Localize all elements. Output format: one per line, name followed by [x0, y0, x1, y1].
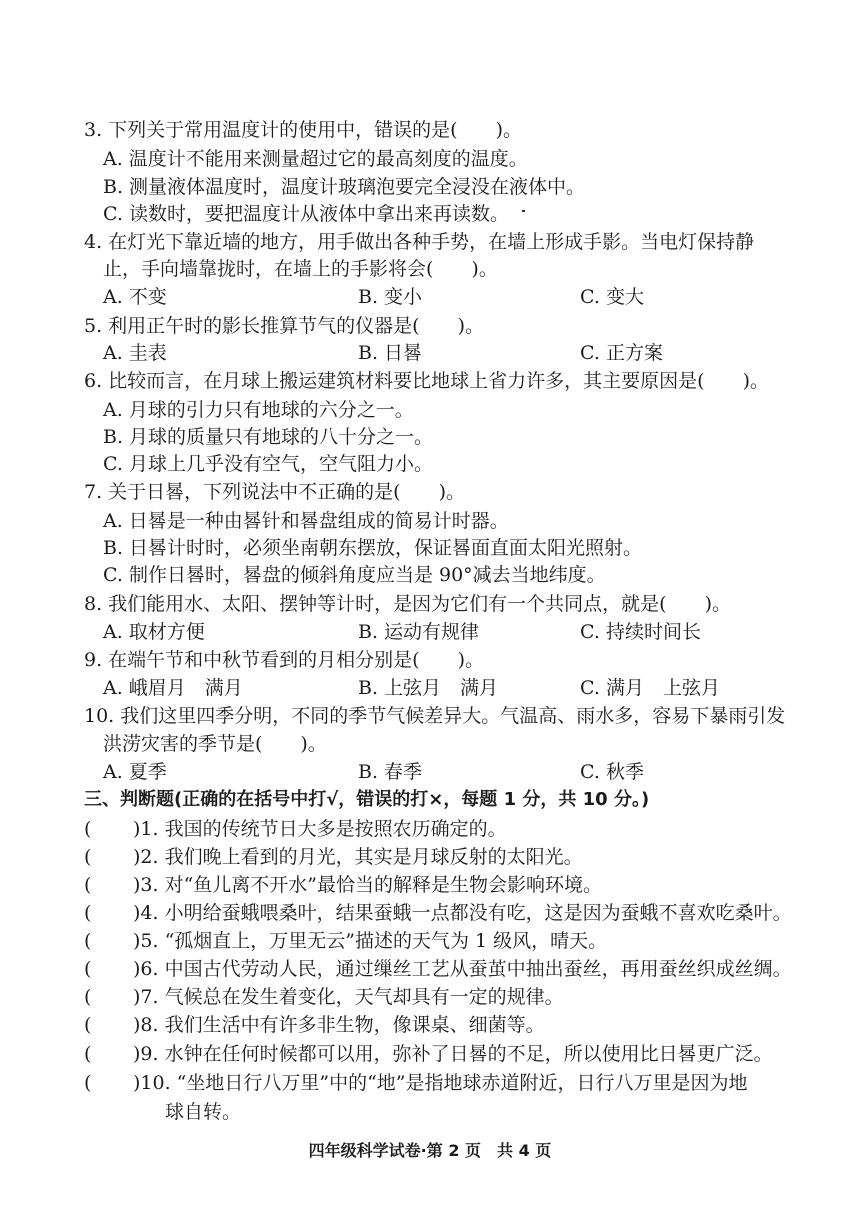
question-6-option-b: B. 月球的质量只有地球的八十分之一。 — [103, 426, 434, 448]
answer-bracket[interactable]: ( — [84, 1043, 92, 1065]
answer-bracket[interactable]: ( — [84, 986, 92, 1008]
question-5-option-c: C. 正方案 — [580, 342, 663, 364]
question-9-option-b: B. 上弦月 满月 — [358, 677, 499, 699]
section-3-title: 三、判断题(正确的在括号中打√，错误的打×，每题 1 分，共 10 分。) — [84, 789, 650, 810]
question-5-option-a: A. 圭表 — [103, 342, 167, 364]
question-8-option-a: A. 取材方便 — [103, 621, 205, 643]
judgment-item-text: )2. 我们晚上看到的月光，其实是月球反射的太阳光。 — [133, 846, 583, 868]
judgment-item-text: )10. “坐地日行八万里”中的“地”是指地球赤道附近，日行八万里是因为地 — [133, 1072, 748, 1094]
answer-bracket[interactable]: ( — [84, 1014, 92, 1036]
question-3-option-c: C. 读数时，要把温度计从液体中拿出来再读数。 — [103, 203, 509, 225]
question-10-option-a: A. 夏季 — [103, 761, 167, 783]
question-3-stem: 3. 下列关于常用温度计的使用中，错误的是( )。 — [84, 119, 522, 141]
question-6-option-a: A. 月球的引力只有地球的六分之一。 — [103, 399, 414, 421]
answer-bracket[interactable]: ( — [84, 1072, 92, 1094]
question-7-option-c: C. 制作日晷时，晷盘的倾斜角度应当是 90°减去当地纬度。 — [103, 564, 606, 586]
question-4-option-b: B. 变小 — [358, 286, 423, 308]
question-9-option-c: C. 满月 上弦月 — [580, 677, 720, 699]
question-7-option-b: B. 日晷计时时，必须坐南朝东摆放，保证晷面直面太阳光照射。 — [103, 537, 643, 559]
answer-bracket[interactable]: ( — [84, 846, 92, 868]
question-4-stem: 4. 在灯光下靠近墙的地方，用手做出各种手势，在墙上形成手影。当电灯保持静 — [84, 231, 755, 253]
answer-bracket[interactable]: ( — [84, 902, 92, 924]
question-3-option-b: B. 测量液体温度时，温度计玻璃泡要完全浸没在液体中。 — [103, 176, 586, 198]
judgment-item-text: )1. 我国的传统节日大多是按照农历确定的。 — [133, 818, 507, 840]
judgment-item-text: )8. 我们生活中有许多非生物，像课桌、细菌等。 — [133, 1014, 545, 1036]
question-7-option-a: A. 日晷是一种由晷针和晷盘组成的简易计时器。 — [103, 510, 509, 532]
judgment-item-text: )5. “孤烟直上，万里无云”描述的天气为 1 级风，晴天。 — [133, 930, 608, 952]
question-10-option-b: B. 春季 — [358, 761, 423, 783]
question-6-option-c: C. 月球上几乎没有空气，空气阻力小。 — [103, 453, 433, 475]
answer-bracket[interactable]: ( — [84, 874, 92, 896]
answer-bracket[interactable]: ( — [84, 930, 92, 952]
judgment-item-text: )4. 小明给蚕蛾喂桑叶，结果蚕蛾一点都没有吃，这是因为蚕蛾不喜欢吃桑叶。 — [133, 902, 792, 924]
question-10-stem: 10. 我们这里四季分明，不同的季节气候差异大。气温高、雨水多，容易下暴雨引发 — [84, 705, 786, 727]
judgment-item-text: )6. 中国古代劳动人民，通过缫丝工艺从蚕茧中抽出蚕丝，再用蚕丝织成丝绸。 — [133, 958, 792, 980]
answer-bracket[interactable]: ( — [84, 818, 92, 840]
scan-speck — [522, 210, 525, 212]
question-8-option-b: B. 运动有规律 — [358, 621, 480, 643]
question-9-option-a: A. 峨眉月 满月 — [103, 677, 243, 699]
question-10-stem-cont: 洪涝灾害的季节是( )。 — [103, 733, 327, 755]
answer-bracket[interactable]: ( — [84, 958, 92, 980]
question-3-option-a: A. 温度计不能用来测量超过它的最高刻度的温度。 — [103, 148, 528, 170]
page-footer: 四年级科学试卷·第 2 页 共 4 页 — [308, 1141, 552, 1160]
question-4-stem-cont: 止，手向墙靠拢时，在墙上的手影将会( )。 — [103, 258, 498, 280]
question-5-stem: 5. 利用正午时的影长推算节气的仪器是( )。 — [84, 315, 484, 337]
question-9-stem: 9. 在端午节和中秋节看到的月相分别是( )。 — [84, 649, 484, 671]
question-8-option-c: C. 持续时间长 — [580, 621, 701, 643]
judgment-item-text: )7. 气候总在发生着变化，天气却具有一定的规律。 — [133, 986, 564, 1008]
question-4-option-a: A. 不变 — [103, 286, 167, 308]
judgment-item-text: )9. 水钟在任何时候都可以用，弥补了日晷的不足，所以使用比日晷更广泛。 — [133, 1043, 773, 1065]
question-7-stem: 7. 关于日晷，下列说法中不正确的是( )。 — [84, 481, 465, 503]
judgment-item-text: )3. 对“鱼儿离不开水”最恰当的解释是生物会影响环境。 — [133, 874, 603, 896]
question-5-option-b: B. 日晷 — [358, 342, 423, 364]
question-8-stem: 8. 我们能用水、太阳、摆钟等计时，是因为它们有一个共同点，就是( )。 — [84, 593, 731, 615]
question-4-option-c: C. 变大 — [580, 286, 644, 308]
question-6-stem: 6. 比较而言，在月球上搬运建筑材料要比地球上省力许多，其主要原因是( )。 — [84, 370, 769, 392]
question-10-option-c: C. 秋季 — [580, 761, 644, 783]
judgment-item-text-cont: 球自转。 — [165, 1101, 242, 1123]
